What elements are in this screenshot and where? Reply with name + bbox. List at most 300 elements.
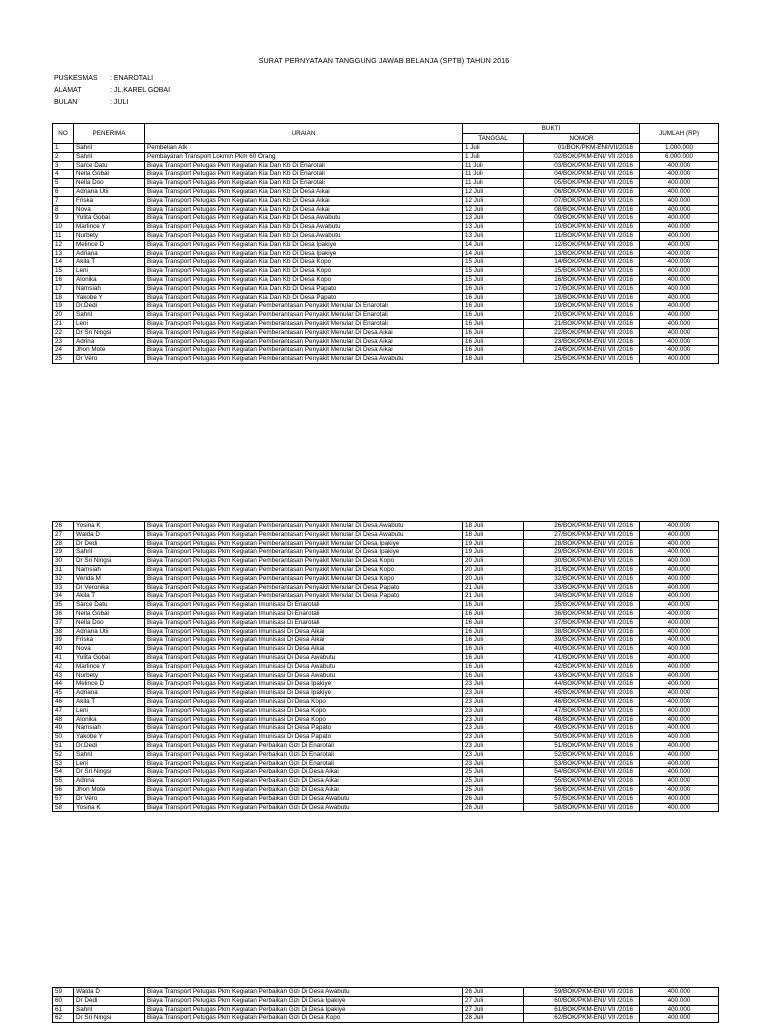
cell-uraian: Biaya Transport Petugas Pkm Kegiatan Pemberantasan Penyakit Menular Di Desa Awabutu xyxy=(145,522,463,531)
cell-nomor: 04/BOK/PKM-ENI/ VII /2016 xyxy=(524,170,640,179)
cell-tanggal: 16 Juli xyxy=(463,293,524,302)
cell-nomor: 59/BOK/PKM-ENI/ VII /2016 xyxy=(524,988,640,997)
cell-jumlah: 6.000.000 xyxy=(640,152,719,161)
cell-uraian: Biaya Transport Petugas Pkm Kegiatan Perbaikan Gizi Di Desa Kopo xyxy=(145,1014,463,1023)
cell-uraian: Biaya Transport Petugas Pkm Kegiatan Imunisasi Di Desa Ipakiye xyxy=(145,689,463,698)
cell-no: 15 xyxy=(53,267,74,276)
cell-tanggal: 13 Juli xyxy=(463,231,524,240)
cell-uraian: Pembelian Atk xyxy=(145,144,463,153)
cell-jumlah: 400.000 xyxy=(640,240,719,249)
cell-tanggal: 25 Juli xyxy=(463,785,524,794)
cell-nomor: 41/BOK/PKM-ENI/ VII /2016 xyxy=(524,653,640,662)
cell-penerima: Namsiah xyxy=(74,565,145,574)
cell-tanggal: 16 Juli xyxy=(463,337,524,346)
cell-penerima: Walda D xyxy=(74,530,145,539)
cell-no: 12 xyxy=(53,240,74,249)
cell-no: 8 xyxy=(53,205,74,214)
cell-uraian: Biaya Transport Petugas Pkm Kegiatan Imunisasi Di Desa Kopo xyxy=(145,697,463,706)
table-row xyxy=(53,275,719,284)
cell-nomor: 55/BOK/PKM-ENI/ VII /2016 xyxy=(524,777,640,786)
meta-value: : JL.KAREL GOBAI xyxy=(110,87,171,94)
table-row xyxy=(53,187,719,196)
cell-jumlah: 400.000 xyxy=(640,530,719,539)
cell-no: 20 xyxy=(53,311,74,320)
cell-no: 53 xyxy=(53,759,74,768)
cell-penerima: Jhon Mote xyxy=(74,785,145,794)
cell-nomor: 12/BOK/PKM-ENI/ VII /2016 xyxy=(524,240,640,249)
cell-penerima: Yulita Gobai xyxy=(74,214,145,223)
header-penerima: PENERIMA xyxy=(74,124,145,144)
cell-nomor: 47/BOK/PKM-ENI/ VII /2016 xyxy=(524,706,640,715)
cell-nomor: 48/BOK/PKM-ENI/ VII /2016 xyxy=(524,715,640,724)
cell-penerima: Alonika xyxy=(74,715,145,724)
cell-penerima: Adriana Utii xyxy=(74,627,145,636)
cell-nomor: 52/BOK/PKM-ENI/ VII /2016 xyxy=(524,750,640,759)
cell-nomor: 09/BOK/PKM-ENI/ VII /2016 xyxy=(524,214,640,223)
cell-tanggal: 1 Juli xyxy=(463,144,524,153)
cell-jumlah: 400.000 xyxy=(640,539,719,548)
cell-uraian: Biaya Transport Petugas Pkm Kegiatan Kia Dan Kb Di Desa Ipakiye xyxy=(145,249,463,258)
cell-no: 37 xyxy=(53,618,74,627)
cell-tanggal: 21 Juli xyxy=(463,592,524,601)
table-row xyxy=(53,618,719,627)
cell-penerima: Alonika xyxy=(74,275,145,284)
cell-nomor: 03/BOK/PKM-ENI/ VII /2016 xyxy=(524,161,640,170)
cell-no: 39 xyxy=(53,636,74,645)
table-row xyxy=(53,803,719,812)
cell-uraian: Biaya Transport Petugas Pkm Kegiatan Pemberantasan Penyakit Menular Di Desa Kopo xyxy=(145,565,463,574)
cell-nomor: 42/BOK/PKM-ENI/ VII /2016 xyxy=(524,662,640,671)
cell-penerima: Dr Dedi xyxy=(74,996,145,1005)
cell-penerima: Nella Doo xyxy=(74,179,145,188)
cell-tanggal: 15 Juli xyxy=(463,258,524,267)
table-row xyxy=(53,750,719,759)
cell-uraian: Biaya Transport Petugas Pkm Kegiatan Pemberantasan Penyakit Menular Di Desa Ipakiye xyxy=(145,548,463,557)
cell-jumlah: 400.000 xyxy=(640,653,719,662)
cell-no: 28 xyxy=(53,539,74,548)
cell-nomor: 44/BOK/PKM-ENI/ VII /2016 xyxy=(524,680,640,689)
cell-jumlah: 400.000 xyxy=(640,267,719,276)
cell-tanggal: 13 Juli xyxy=(463,214,524,223)
cell-jumlah: 400.000 xyxy=(640,337,719,346)
cell-jumlah: 400.000 xyxy=(640,258,719,267)
table-row xyxy=(53,170,719,179)
cell-uraian: Biaya Transport Petugas Pkm Kegiatan Imunisasi Di Desa Papato xyxy=(145,733,463,742)
table-row xyxy=(53,759,719,768)
table-row xyxy=(53,627,719,636)
cell-nomor: 23/BOK/PKM-ENI/ VII /2016 xyxy=(524,337,640,346)
cell-nomor: 13/BOK/PKM-ENI/ VII /2016 xyxy=(524,249,640,258)
table-row xyxy=(53,214,719,223)
cell-uraian: Biaya Transport Petugas Pkm Kegiatan Kia Dan Kb Di Desa Aikai xyxy=(145,205,463,214)
table-row xyxy=(53,231,719,240)
table-row xyxy=(53,293,719,302)
cell-penerima: Akila T xyxy=(74,592,145,601)
cell-tanggal: 16 Juli xyxy=(463,671,524,680)
table-row xyxy=(53,574,719,583)
cell-uraian: Biaya Transport Petugas Pkm Kegiatan Imunisasi Di Desa Papato xyxy=(145,724,463,733)
cell-uraian: Biaya Transport Petugas Pkm Kegiatan Imunisasi Di Desa Aikai xyxy=(145,636,463,645)
cell-tanggal: 19 Juli xyxy=(463,548,524,557)
cell-penerima: Dr.Dedi xyxy=(74,741,145,750)
table-row xyxy=(53,733,719,742)
cell-uraian: Biaya Transport Petugas Pkm Kegiatan Imunisasi Di Enarotali xyxy=(145,609,463,618)
cell-tanggal: 18 Juli xyxy=(463,355,524,364)
table-row xyxy=(53,249,719,258)
cell-nomor: 60/BOK/PKM-ENI/ VII /2016 xyxy=(524,996,640,1005)
cell-uraian: Biaya Transport Petugas Pkm Kegiatan Kia Dan Kb Di Desa Awabutu xyxy=(145,214,463,223)
header-tanggal: TANGGAL xyxy=(463,134,524,144)
cell-jumlah: 400.000 xyxy=(640,565,719,574)
cell-nomor: 22/BOK/PKM-ENI/ VII /2016 xyxy=(524,328,640,337)
cell-nomor: 36/BOK/PKM-ENI/ VII /2016 xyxy=(524,609,640,618)
cell-jumlah: 400.000 xyxy=(640,680,719,689)
cell-penerima: Nurbety xyxy=(74,671,145,680)
cell-jumlah: 400.000 xyxy=(640,601,719,610)
cell-penerima: Leni xyxy=(74,319,145,328)
cell-no: 60 xyxy=(53,996,74,1005)
cell-uraian: Biaya Transport Petugas Pkm Kegiatan Kia Dan Kb Di Desa Awabutu xyxy=(145,223,463,232)
cell-penerima: Yakobe Y xyxy=(74,293,145,302)
cell-uraian: Biaya Transport Petugas Pkm Kegiatan Pemberantasan Penyakit Menular Di Desa Kopo xyxy=(145,574,463,583)
cell-jumlah: 400.000 xyxy=(640,170,719,179)
cell-uraian: Biaya Transport Petugas Pkm Kegiatan Imunisasi Di Desa Awabutu xyxy=(145,662,463,671)
cell-uraian: Biaya Transport Petugas Pkm Kegiatan Kia Dan Kb Di Desa Kopo xyxy=(145,258,463,267)
cell-penerima: Nella Gobai xyxy=(74,170,145,179)
cell-penerima: Nella Gobai xyxy=(74,609,145,618)
cell-nomor: 07/BOK/PKM-ENI/ VII /2016 xyxy=(524,196,640,205)
meta-bulan xyxy=(54,99,128,106)
table-row xyxy=(53,223,719,232)
table-row xyxy=(53,328,719,337)
table-row xyxy=(53,539,719,548)
cell-tanggal: 20 Juli xyxy=(463,565,524,574)
table-row xyxy=(53,768,719,777)
table-row xyxy=(53,609,719,618)
cell-no: 3 xyxy=(53,161,74,170)
cell-penerima: Dr.Dedi xyxy=(74,302,145,311)
cell-jumlah: 400.000 xyxy=(640,161,719,170)
table-row xyxy=(53,152,719,161)
cell-tanggal: 14 Juli xyxy=(463,249,524,258)
cell-jumlah: 400.000 xyxy=(640,214,719,223)
cell-no: 46 xyxy=(53,697,74,706)
table-row xyxy=(53,777,719,786)
header-uraian: URAIAN xyxy=(145,124,463,144)
cell-jumlah: 400.000 xyxy=(640,548,719,557)
cell-no: 42 xyxy=(53,662,74,671)
cell-penerima: Marlince Y xyxy=(74,662,145,671)
cell-tanggal: 11 Juli xyxy=(463,161,524,170)
cell-jumlah: 400.000 xyxy=(640,179,719,188)
meta-value: : ENAROTALI xyxy=(110,75,154,82)
table-row xyxy=(53,636,719,645)
cell-jumlah: 400.000 xyxy=(640,689,719,698)
cell-jumlah: 400.000 xyxy=(640,205,719,214)
cell-penerima: Akila T xyxy=(74,258,145,267)
table-row xyxy=(53,196,719,205)
cell-uraian: Biaya Transport Petugas Pkm Kegiatan Perbaikan Gizi Di Desa Awabutu xyxy=(145,988,463,997)
cell-no: 56 xyxy=(53,785,74,794)
cell-nomor: 54/BOK/PKM-ENI/ VII /2016 xyxy=(524,768,640,777)
cell-no: 59 xyxy=(53,988,74,997)
cell-uraian: Biaya Transport Petugas Pkm Kegiatan Imunisasi Di Desa Aikai xyxy=(145,645,463,654)
sptb-table-part-1 xyxy=(52,123,719,364)
cell-jumlah: 400.000 xyxy=(640,741,719,750)
cell-tanggal: 16 Juli xyxy=(463,311,524,320)
cell-tanggal: 23 Juli xyxy=(463,741,524,750)
cell-uraian: Biaya Transport Petugas Pkm Kegiatan Pemberantasan Penyakit Menular Di Desa Ipakiye xyxy=(145,539,463,548)
cell-uraian: Biaya Transport Petugas Pkm Kegiatan Imunisasi Di Enarotali xyxy=(145,601,463,610)
cell-nomor: 17/BOK/PKM-ENI/ VII /2016 xyxy=(524,284,640,293)
cell-uraian: Biaya Transport Petugas Pkm Kegiatan Perbaikan Gizi Di Desa Aikai xyxy=(145,768,463,777)
cell-nomor: 33/BOK/PKM-ENI/ VII /2016 xyxy=(524,583,640,592)
cell-penerima: Adrina xyxy=(74,337,145,346)
table-row xyxy=(53,179,719,188)
cell-no: 32 xyxy=(53,574,74,583)
table-row xyxy=(53,680,719,689)
cell-no: 21 xyxy=(53,319,74,328)
cell-tanggal: 16 Juli xyxy=(463,302,524,311)
table-row xyxy=(53,741,719,750)
table-row xyxy=(53,258,719,267)
cell-jumlah: 400.000 xyxy=(640,196,719,205)
cell-penerima: Adriana xyxy=(74,689,145,698)
cell-nomor: 31/BOK/PKM-ENI/ VII /2016 xyxy=(524,565,640,574)
cell-nomor: 16/BOK/PKM-ENI/ VII /2016 xyxy=(524,275,640,284)
cell-penerima: Yulita Gobai xyxy=(74,653,145,662)
cell-jumlah: 400.000 xyxy=(640,733,719,742)
cell-jumlah: 400.000 xyxy=(640,302,719,311)
cell-no: 43 xyxy=(53,671,74,680)
cell-penerima: Marlince Y xyxy=(74,223,145,232)
cell-penerima: Friska xyxy=(74,196,145,205)
cell-jumlah: 400.000 xyxy=(640,609,719,618)
cell-no: 48 xyxy=(53,715,74,724)
cell-penerima: Yakobe Y xyxy=(74,733,145,742)
meta-value: : JULI xyxy=(110,99,129,106)
cell-nomor: 37/BOK/PKM-ENI/ VII /2016 xyxy=(524,618,640,627)
cell-tanggal: 23 Juli xyxy=(463,724,524,733)
cell-tanggal: 27 Juli xyxy=(463,996,524,1005)
cell-tanggal: 25 Juli xyxy=(463,777,524,786)
cell-jumlah: 400.000 xyxy=(640,557,719,566)
cell-tanggal: 15 Juli xyxy=(463,275,524,284)
cell-uraian: Biaya Transport Petugas Pkm Kegiatan Imunisasi Di Desa Aikai xyxy=(145,627,463,636)
cell-penerima: Sahril xyxy=(74,152,145,161)
cell-no: 23 xyxy=(53,337,74,346)
cell-penerima: Adriana xyxy=(74,249,145,258)
cell-jumlah: 400.000 xyxy=(640,346,719,355)
cell-jumlah: 400.000 xyxy=(640,759,719,768)
cell-nomor: 18/BOK/PKM-ENI/ VII /2016 xyxy=(524,293,640,302)
cell-tanggal: 20 Juli xyxy=(463,557,524,566)
cell-jumlah: 400.000 xyxy=(640,750,719,759)
cell-nomor: 25/BOK/PKM-ENI/ VII /2016 xyxy=(524,355,640,364)
cell-uraian: Biaya Transport Petugas Pkm Kegiatan Kia Dan Kb Di Desa Kopo xyxy=(145,275,463,284)
table-row xyxy=(53,346,719,355)
cell-uraian: Biaya Transport Petugas Pkm Kegiatan Pemberantasan Penyakit Menular Di Enarotali xyxy=(145,319,463,328)
cell-tanggal: 11 Juli xyxy=(463,179,524,188)
meta-label: PUSKESMAS xyxy=(54,75,98,82)
cell-uraian: Biaya Transport Petugas Pkm Kegiatan Kia Dan Kb Di Enarotali xyxy=(145,170,463,179)
cell-penerima: Adrina xyxy=(74,777,145,786)
cell-jumlah: 400.000 xyxy=(640,319,719,328)
cell-jumlah: 400.000 xyxy=(640,522,719,531)
cell-nomor: 29/BOK/PKM-ENI/ VII /2016 xyxy=(524,548,640,557)
cell-no: 19 xyxy=(53,302,74,311)
cell-penerima: Nurbety xyxy=(74,231,145,240)
cell-nomor: 14/BOK/PKM-ENI/ VII /2016 xyxy=(524,258,640,267)
cell-nomor: 26/BOK/PKM-ENI/ VII /2016 xyxy=(524,522,640,531)
cell-uraian: Biaya Transport Petugas Pkm Kegiatan Pemberantasan Penyakit Menular Di Desa Awabutu xyxy=(145,530,463,539)
header-nomor: NOMOR xyxy=(524,134,640,144)
cell-nomor: 10/BOK/PKM-ENI/ VII /2016 xyxy=(524,223,640,232)
cell-nomor: 58/BOK/PKM-ENI/ VII /2016 xyxy=(524,803,640,812)
cell-tanggal: 23 Juli xyxy=(463,715,524,724)
cell-no: 5 xyxy=(53,179,74,188)
cell-uraian: Biaya Transport Petugas Pkm Kegiatan Pemberantasan Penyakit Menular Di Desa Papato xyxy=(145,592,463,601)
cell-nomor: 57/BOK/PKM-ENI/ VII /2016 xyxy=(524,794,640,803)
cell-tanggal: 25 Juli xyxy=(463,768,524,777)
cell-tanggal: 23 Juli xyxy=(463,759,524,768)
cell-uraian: Pembayaran Transport Lokmin Pkm 60 Orang xyxy=(145,152,463,161)
cell-penerima: Adriana Utii xyxy=(74,187,145,196)
cell-tanggal: 12 Juli xyxy=(463,187,524,196)
cell-uraian: Biaya Transport Petugas Pkm Kegiatan Imunisasi Di Enarotali xyxy=(145,618,463,627)
cell-no: 27 xyxy=(53,530,74,539)
cell-jumlah: 400.000 xyxy=(640,355,719,364)
cell-jumlah: 400.000 xyxy=(640,988,719,997)
cell-penerima: Sarce Datu xyxy=(74,601,145,610)
cell-penerima: Verida M xyxy=(74,574,145,583)
cell-no: 22 xyxy=(53,328,74,337)
cell-uraian: Biaya Transport Petugas Pkm Kegiatan Imunisasi Di Desa Kopo xyxy=(145,715,463,724)
table-row xyxy=(53,689,719,698)
cell-tanggal: 18 Juli xyxy=(463,530,524,539)
cell-jumlah: 400.000 xyxy=(640,715,719,724)
cell-no: 16 xyxy=(53,275,74,284)
cell-no: 55 xyxy=(53,777,74,786)
cell-jumlah: 400.000 xyxy=(640,1014,719,1023)
cell-uraian: Biaya Transport Petugas Pkm Kegiatan Pemberantasan Penyakit Menular Di Desa Kopo xyxy=(145,557,463,566)
table-row xyxy=(53,1005,719,1014)
meta-alamat xyxy=(54,87,170,94)
cell-tanggal: 15 Juli xyxy=(463,267,524,276)
cell-no: 52 xyxy=(53,750,74,759)
cell-no: 61 xyxy=(53,1005,74,1014)
cell-tanggal: 16 Juli xyxy=(463,609,524,618)
cell-penerima: Dr Sri Ningsi xyxy=(74,1014,145,1023)
table-row xyxy=(53,697,719,706)
table-row xyxy=(53,355,719,364)
cell-no: 36 xyxy=(53,609,74,618)
cell-no: 54 xyxy=(53,768,74,777)
cell-jumlah: 400.000 xyxy=(640,706,719,715)
cell-no: 6 xyxy=(53,187,74,196)
cell-nomor: 15/BOK/PKM-ENI/ VII /2016 xyxy=(524,267,640,276)
cell-no: 11 xyxy=(53,231,74,240)
cell-uraian: Biaya Transport Petugas Pkm Kegiatan Kia Dan Kb Di Desa Awabutu xyxy=(145,231,463,240)
cell-tanggal: 16 Juli xyxy=(463,645,524,654)
cell-tanggal: 26 Juli xyxy=(463,803,524,812)
cell-tanggal: 13 Juli xyxy=(463,223,524,232)
cell-tanggal: 23 Juli xyxy=(463,706,524,715)
cell-jumlah: 400.000 xyxy=(640,592,719,601)
cell-nomor: 53/BOK/PKM-ENI/ VII /2016 xyxy=(524,759,640,768)
cell-tanggal: 23 Juli xyxy=(463,733,524,742)
cell-nomor: 43/BOK/PKM-ENI/ VII /2016 xyxy=(524,671,640,680)
cell-tanggal: 23 Juli xyxy=(463,697,524,706)
cell-tanggal: 16 Juli xyxy=(463,319,524,328)
cell-uraian: Biaya Transport Petugas Pkm Kegiatan Pemberantasan Penyakit Menular Di Desa Aikai xyxy=(145,337,463,346)
cell-uraian: Biaya Transport Petugas Pkm Kegiatan Pemberantasan Penyakit Menular Di Desa Awabutu xyxy=(145,355,463,364)
cell-uraian: Biaya Transport Petugas Pkm Kegiatan Kia Dan Kb Di Desa Papato xyxy=(145,293,463,302)
cell-no: 10 xyxy=(53,223,74,232)
cell-jumlah: 400.000 xyxy=(640,275,719,284)
cell-penerima: Dr Sri Ningsi xyxy=(74,768,145,777)
cell-no: 41 xyxy=(53,653,74,662)
cell-tanggal: 16 Juli xyxy=(463,662,524,671)
cell-no: 29 xyxy=(53,548,74,557)
cell-tanggal: 26 Juli xyxy=(463,794,524,803)
cell-nomor: 34/BOK/PKM-ENI/ VII /2016 xyxy=(524,592,640,601)
cell-no: 44 xyxy=(53,680,74,689)
header-no: NO xyxy=(53,124,74,144)
cell-nomor: 35/BOK/PKM-ENI/ VII /2016 xyxy=(524,601,640,610)
cell-uraian: Biaya Transport Petugas Pkm Kegiatan Perbaikan Gizi Di Desa Awabutu xyxy=(145,794,463,803)
cell-penerima: Sahril xyxy=(74,311,145,320)
cell-jumlah: 400.000 xyxy=(640,627,719,636)
document-title: SURAT PERNYATAAN TANGGUNG JAWAB BELANJA (SPTB) TAHUN 2016 xyxy=(258,56,510,65)
table-row xyxy=(53,548,719,557)
cell-jumlah: 400.000 xyxy=(640,671,719,680)
cell-nomor: 21/BOK/PKM-ENI/ VII /2016 xyxy=(524,319,640,328)
cell-tanggal: 16 Juli xyxy=(463,653,524,662)
meta-label: BULAN xyxy=(54,99,78,106)
cell-penerima: Sahril xyxy=(74,750,145,759)
cell-tanggal: 21 Juli xyxy=(463,583,524,592)
cell-uraian: Biaya Transport Petugas Pkm Kegiatan Perbaikan Gizi Di Enarotali xyxy=(145,741,463,750)
cell-no: 7 xyxy=(53,196,74,205)
cell-penerima: Dr Veronika xyxy=(74,583,145,592)
sptb-table-part-2 xyxy=(52,521,719,812)
cell-no: 4 xyxy=(53,170,74,179)
cell-uraian: Biaya Transport Petugas Pkm Kegiatan Imunisasi Di Desa Awabutu xyxy=(145,671,463,680)
cell-no: 35 xyxy=(53,601,74,610)
meta-puskesmas xyxy=(54,75,153,82)
cell-penerima: Dr Vero xyxy=(74,794,145,803)
table-row xyxy=(53,337,719,346)
cell-tanggal: 23 Juli xyxy=(463,689,524,698)
cell-jumlah: 400.000 xyxy=(640,293,719,302)
cell-uraian: Biaya Transport Petugas Pkm Kegiatan Imunisasi Di Desa Ipakiye xyxy=(145,680,463,689)
cell-no: 31 xyxy=(53,565,74,574)
table-row xyxy=(53,988,719,997)
cell-tanggal: 26 Juli xyxy=(463,988,524,997)
cell-nomor: 24/BOK/PKM-ENI/ VII /2016 xyxy=(524,346,640,355)
cell-no: 18 xyxy=(53,293,74,302)
cell-penerima: Namsiah xyxy=(74,724,145,733)
cell-no: 14 xyxy=(53,258,74,267)
table-row xyxy=(53,662,719,671)
cell-jumlah: 400.000 xyxy=(640,794,719,803)
cell-jumlah: 400.000 xyxy=(640,768,719,777)
cell-no: 62 xyxy=(53,1014,74,1023)
cell-uraian: Biaya Transport Petugas Pkm Kegiatan Pemberantasan Penyakit Menular Di Enarotali xyxy=(145,302,463,311)
cell-jumlah: 400.000 xyxy=(640,803,719,812)
cell-uraian: Biaya Transport Petugas Pkm Kegiatan Kia Dan Kb Di Enarotali xyxy=(145,161,463,170)
